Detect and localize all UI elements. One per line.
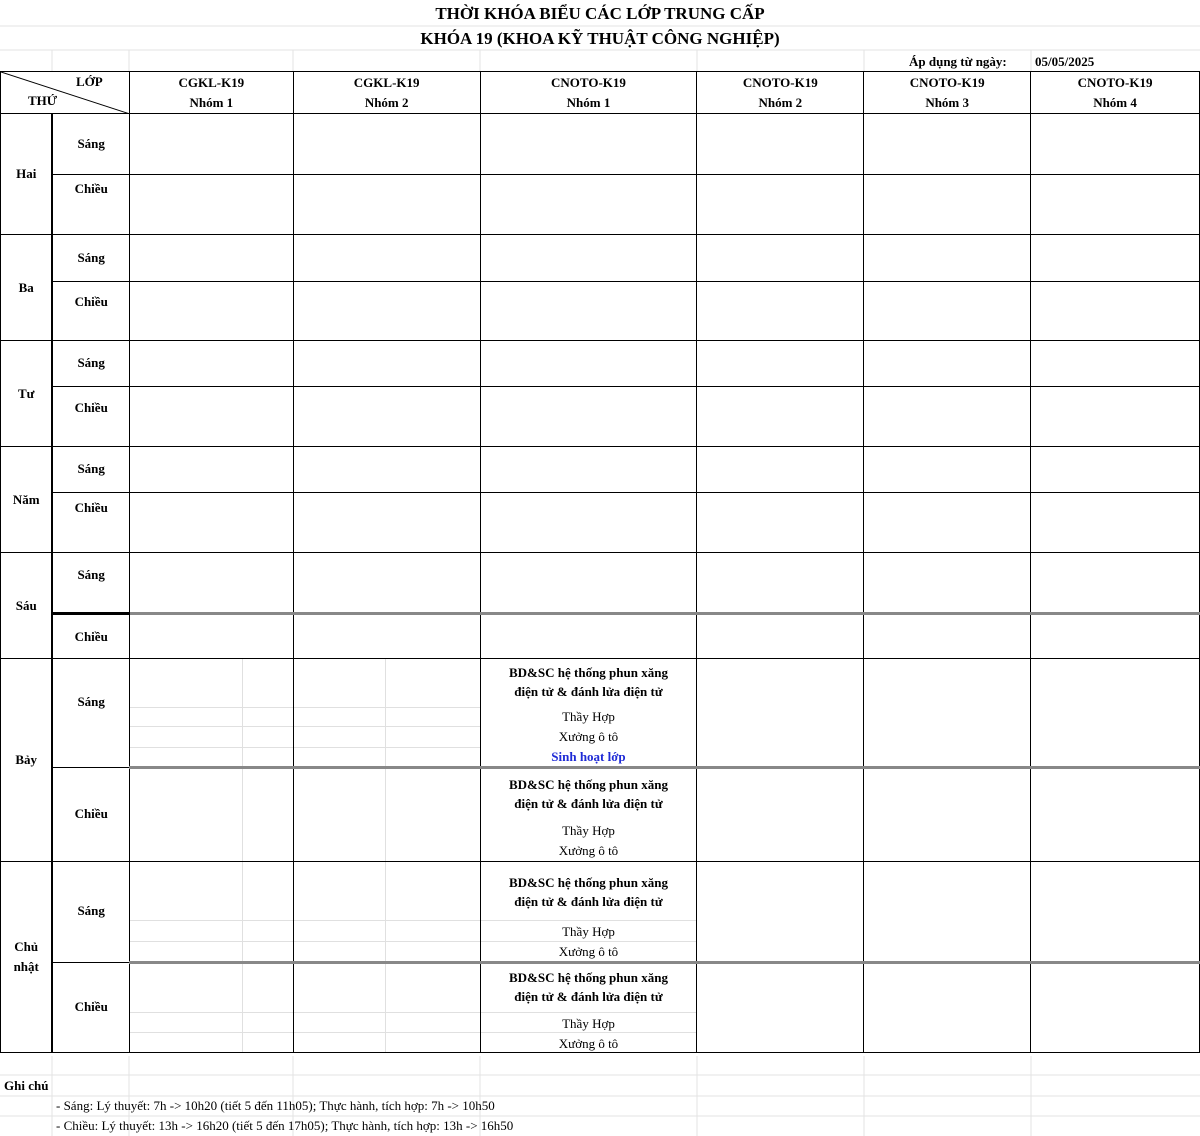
day-cell: Bảy <box>1 659 53 862</box>
schedule-cell[interactable] <box>864 614 1031 659</box>
row-nam-sang <box>1 447 1200 493</box>
schedule-cell[interactable] <box>1031 493 1200 553</box>
schedule-cell[interactable] <box>129 387 293 447</box>
schedule-cell[interactable] <box>1031 282 1200 341</box>
day-cell: Chủ nhật <box>1 862 53 1053</box>
row-hai-sang <box>1 114 1200 175</box>
schedule-cell[interactable] <box>697 447 864 493</box>
schedule-cell[interactable] <box>697 341 864 387</box>
row-sau-chieu <box>1 614 1200 659</box>
schedule-cell[interactable] <box>293 768 480 862</box>
schedule-cell[interactable] <box>697 175 864 235</box>
session-label: Sáng <box>52 862 129 963</box>
room-text: Xưởng ô tô <box>558 1036 619 1051</box>
schedule-cell[interactable] <box>293 493 480 553</box>
schedule-cell[interactable] <box>129 493 293 553</box>
row-ba-chieu <box>1 282 1200 341</box>
schedule-cell[interactable] <box>697 659 864 768</box>
schedule-cell[interactable] <box>1031 387 1200 447</box>
lesson-cell[interactable] <box>480 659 697 768</box>
session-label: Chiều <box>52 282 129 341</box>
day-cell: Ba <box>1 235 53 341</box>
schedule-cell[interactable] <box>129 862 293 963</box>
schedule-cell[interactable] <box>129 282 293 341</box>
row-hai-chieu <box>1 175 1200 235</box>
note-afternoon: - Chiều: Lý thuyết: 13h -> 16h20 (tiết 5 đến 17h05); Thực hành, tích hợp: 13h -> 16h50 <box>56 1118 514 1133</box>
lesson-cell[interactable] <box>480 768 697 862</box>
schedule-cell[interactable] <box>1031 768 1200 862</box>
row-bay-sang <box>1 659 1200 768</box>
session-label: Sáng <box>52 341 129 387</box>
session-label: Chiều <box>52 387 129 447</box>
day-cell: Năm <box>1 447 53 553</box>
schedule-cell[interactable] <box>864 387 1031 447</box>
class-axis-label: LỚP <box>76 74 103 89</box>
teacher-text: Thầy Hợp <box>562 924 615 939</box>
room-text: Xưởng ô tô <box>558 729 619 744</box>
class-meeting-text: Sinh hoạt lớp <box>551 749 626 764</box>
schedule-cell[interactable] <box>864 553 1031 614</box>
diagonal-line <box>1 72 130 114</box>
timetable <box>0 71 1200 1053</box>
schedule-cell[interactable] <box>864 114 1031 175</box>
lesson-cell[interactable] <box>480 862 697 963</box>
class-header: CNOTO-K19 Nhóm 3 <box>864 72 1031 114</box>
schedule-cell[interactable] <box>697 493 864 553</box>
lesson-cell[interactable] <box>480 963 697 1053</box>
applied-date-label: Áp dụng từ ngày: <box>909 54 1007 69</box>
schedule-cell[interactable] <box>697 768 864 862</box>
schedule-cell[interactable] <box>480 493 697 553</box>
class-header: CGKL-K19 Nhóm 2 <box>293 72 480 114</box>
corner-cell <box>1 72 130 114</box>
row-tu-sang <box>1 341 1200 387</box>
schedule-cell[interactable] <box>1031 553 1200 614</box>
row-cn-chieu <box>1 963 1200 1053</box>
session-label: Sáng <box>52 659 129 768</box>
schedule-cell[interactable] <box>1031 175 1200 235</box>
schedule-cell[interactable] <box>129 614 293 659</box>
room-text: Xưởng ô tô <box>558 843 619 858</box>
teacher-text: Thầy Hợp <box>562 709 615 724</box>
subject-text: BD&SC hệ thống phun xăng điện tử & đánh lửa điện tử <box>509 665 668 699</box>
subject-text: BD&SC hệ thống phun xăng điện tử & đánh lửa điện tử <box>509 970 668 1004</box>
schedule-cell[interactable] <box>697 114 864 175</box>
schedule-cell[interactable] <box>129 175 293 235</box>
schedule-cell[interactable] <box>864 447 1031 493</box>
session-label: Chiều <box>52 614 129 659</box>
session-label: Sáng <box>52 235 129 282</box>
session-label: Sáng <box>52 114 129 175</box>
schedule-cell[interactable] <box>293 963 480 1053</box>
class-header: CNOTO-K19 Nhóm 4 <box>1031 72 1200 114</box>
schedule-cell[interactable] <box>293 614 480 659</box>
schedule-cell[interactable] <box>1031 659 1200 768</box>
schedule-cell[interactable] <box>480 447 697 493</box>
row-nam-chieu <box>1 493 1200 553</box>
schedule-cell[interactable] <box>864 862 1031 963</box>
row-sau-sang <box>1 553 1200 614</box>
schedule-cell[interactable] <box>1031 114 1200 175</box>
schedule-cell[interactable] <box>129 341 293 387</box>
schedule-cell[interactable] <box>864 493 1031 553</box>
schedule-cell[interactable] <box>293 862 480 963</box>
schedule-cell[interactable] <box>864 963 1031 1053</box>
schedule-cell[interactable] <box>697 862 864 963</box>
schedule-cell[interactable] <box>1031 963 1200 1053</box>
subject-text: BD&SC hệ thống phun xăng điện tử & đánh lửa điện tử <box>509 875 668 909</box>
schedule-cell[interactable] <box>864 175 1031 235</box>
schedule-cell[interactable] <box>1031 862 1200 963</box>
row-bay-chieu <box>1 768 1200 862</box>
applied-date-value: 05/05/2025 <box>1035 54 1095 69</box>
schedule-cell[interactable] <box>293 387 480 447</box>
subject-text: BD&SC hệ thống phun xăng điện tử & đánh lửa điện tử <box>509 777 668 811</box>
schedule-cell[interactable] <box>697 235 864 282</box>
room-text: Xưởng ô tô <box>558 944 619 959</box>
schedule-cell[interactable] <box>864 768 1031 862</box>
schedule-cell[interactable] <box>697 387 864 447</box>
schedule-cell[interactable] <box>129 114 293 175</box>
session-label: Sáng <box>52 447 129 493</box>
schedule-cell[interactable] <box>293 553 480 614</box>
schedule-cell[interactable] <box>697 963 864 1053</box>
note-morning: - Sáng: Lý thuyết: 7h -> 10h20 (tiết 5 đến 11h05); Thực hành, tích hợp: 7h -> 10h50 <box>56 1098 495 1113</box>
schedule-cell[interactable] <box>480 175 697 235</box>
schedule-cell[interactable] <box>293 659 480 768</box>
schedule-cell[interactable] <box>480 553 697 614</box>
header-row <box>1 72 1200 114</box>
notes-heading: Ghi chú <box>4 1078 49 1093</box>
schedule-cell[interactable] <box>1031 614 1200 659</box>
schedule-cell[interactable] <box>293 114 480 175</box>
class-header: CNOTO-K19 Nhóm 2 <box>697 72 864 114</box>
schedule-cell[interactable] <box>697 282 864 341</box>
session-label: Chiều <box>52 963 129 1053</box>
schedule-cell[interactable] <box>1031 235 1200 282</box>
schedule-cell[interactable] <box>293 235 480 282</box>
schedule-cell[interactable] <box>293 282 480 341</box>
row-ba-sang <box>1 235 1200 282</box>
schedule-cell[interactable] <box>293 341 480 387</box>
teacher-text: Thầy Hợp <box>562 1016 615 1031</box>
session-label: Chiều <box>52 493 129 553</box>
session-label: Chiều <box>52 175 129 235</box>
schedule-cell[interactable] <box>1031 447 1200 493</box>
schedule-cell[interactable] <box>480 114 697 175</box>
schedule-cell[interactable] <box>129 963 293 1053</box>
schedule-cell[interactable] <box>129 553 293 614</box>
schedule-cell[interactable] <box>864 341 1031 387</box>
schedule-cell[interactable] <box>293 447 480 493</box>
page-title: THỜI KHÓA BIỂU CÁC LỚP TRUNG CẤP <box>435 4 765 23</box>
session-label: Sáng <box>52 553 129 614</box>
schedule-cell[interactable] <box>697 553 864 614</box>
schedule-cell[interactable] <box>480 387 697 447</box>
schedule-cell[interactable] <box>129 235 293 282</box>
row-cn-sang <box>1 862 1200 963</box>
class-header: CGKL-K19 Nhóm 1 <box>129 72 293 114</box>
schedule-cell[interactable] <box>293 175 480 235</box>
schedule-cell[interactable] <box>697 614 864 659</box>
day-axis-label: THỨ <box>28 93 58 108</box>
row-tu-chieu <box>1 387 1200 447</box>
schedule-cell[interactable] <box>480 282 697 341</box>
schedule-cell[interactable] <box>480 235 697 282</box>
day-cell: Sáu <box>1 553 53 659</box>
class-header: CNOTO-K19 Nhóm 1 <box>480 72 697 114</box>
schedule-cell[interactable] <box>480 614 697 659</box>
schedule-cell[interactable] <box>1031 341 1200 387</box>
day-cell: Tư <box>1 341 53 447</box>
schedule-cell[interactable] <box>129 768 293 862</box>
page-subtitle: KHÓA 19 (KHOA KỸ THUẬT CÔNG NGHIỆP) <box>420 29 780 48</box>
schedule-cell[interactable] <box>864 282 1031 341</box>
schedule-cell[interactable] <box>129 659 293 768</box>
schedule-cell[interactable] <box>864 235 1031 282</box>
session-label: Chiều <box>52 768 129 862</box>
schedule-cell[interactable] <box>480 341 697 387</box>
schedule-cell[interactable] <box>129 447 293 493</box>
schedule-cell[interactable] <box>864 659 1031 768</box>
day-cell: Hai <box>1 114 53 235</box>
teacher-text: Thầy Hợp <box>562 823 615 838</box>
